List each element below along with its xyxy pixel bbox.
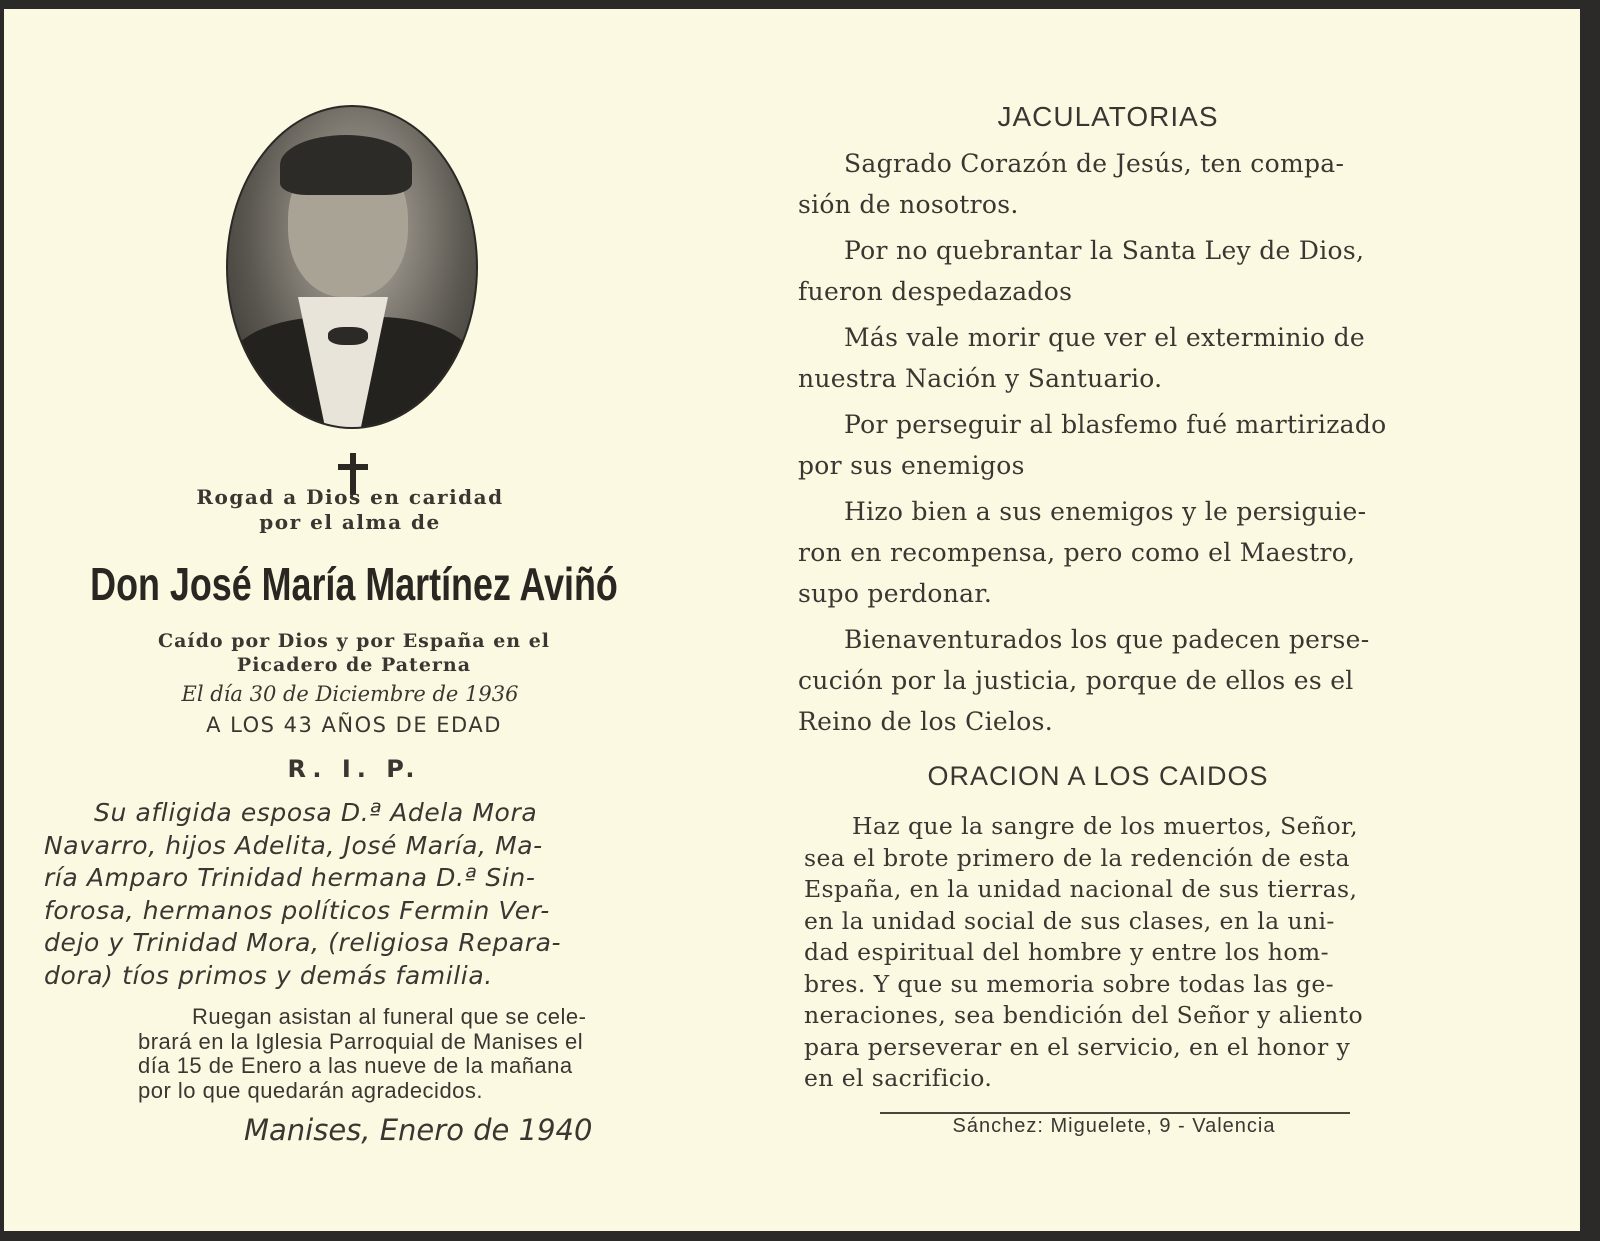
age: A LOS 43 AÑOS DE EDAD: [206, 713, 502, 737]
ejaculations-title: JACULATORIAS: [997, 101, 1219, 132]
prayer-line: en el sacrificio.: [804, 1064, 993, 1092]
ejaculation-line: Por no quebrantar la Santa Ley de Dios,: [844, 236, 1365, 265]
fallen-line: Caído por Dios y por España en el: [157, 630, 551, 652]
funeral-text: [138, 1005, 586, 1103]
funeral-line: Ruegan asistan al funeral que se cele-: [192, 1004, 587, 1029]
prayer-request: [196, 485, 503, 535]
ejaculation-line: Por perseguir al blasfemo fué martirizado: [844, 410, 1387, 439]
printer-imprint: Sánchez: Miguelete, 9 - Valencia: [952, 1115, 1276, 1137]
place-date: Manises, Enero de 1940: [244, 1113, 593, 1147]
family-text: [44, 797, 561, 992]
ejaculation-line: fueron despedazados: [798, 277, 1073, 306]
funeral-line: por lo que quedarán agradecidos.: [138, 1077, 484, 1103]
family-line: ría Amparo Trinidad hermana D.ª Sin-: [44, 863, 536, 892]
prayer-line: España, en la unidad nacional de sus tierras,: [804, 875, 1358, 903]
prayer-line: bres. Y que su memoria sobre todas las ge-: [804, 969, 1335, 998]
funeral-line: día 15 de Enero a las nueve de la mañana: [138, 1053, 573, 1078]
rip: R. I. P.: [287, 755, 421, 783]
divider: [880, 1112, 1350, 1114]
family-line: forosa, hermanos políticos Fermin Ver-: [44, 895, 550, 925]
prayer-request-line: Rogad a Dios en caridad: [196, 485, 504, 509]
prayer-title: ORACION A LOS CAIDOS: [927, 761, 1269, 791]
prayer-line: neraciones, sea bendición del Señor y aliento: [804, 1001, 1364, 1029]
ejaculation-line: Reino de los Cielos.: [798, 707, 1054, 736]
prayer-request-line: por el alma de: [259, 510, 441, 534]
prayer-line: para perseverar en el servicio, en el honor y: [804, 1032, 1351, 1061]
death-date: El día 30 de Diciembre de 1936: [181, 682, 519, 706]
prayer-line: Haz que la sangre de los muertos, Señor,: [852, 812, 1358, 840]
ejaculations: [798, 143, 1387, 742]
memorial-card: [4, 9, 1580, 1231]
ejaculation-line: Más vale morir que ver el exterminio de: [844, 323, 1366, 352]
ejaculation-line: nuestra Nación y Santuario.: [798, 364, 1163, 393]
ejaculation-line: sión de nosotros.: [798, 190, 1019, 219]
fallen-text: [158, 629, 550, 677]
prayer-line: en la unidad social de sus clases, en la uni-: [804, 906, 1335, 935]
ejaculation-line: cución por la justicia, porque de ellos es el: [798, 666, 1354, 695]
prayer-text: [804, 811, 1363, 1095]
ejaculation-line: ron en recompensa, pero como el Maestro,: [798, 538, 1356, 567]
ejaculation-line: supo perdonar.: [798, 579, 993, 608]
family-line: Su afligida esposa D.ª Adela Mora: [94, 798, 538, 827]
fallen-line: Picadero de Paterna: [236, 654, 472, 676]
prayer-line: sea el brote primero de la redención de esta: [804, 843, 1350, 872]
funeral-line: brará en la Iglesia Parroquial de Manises el: [138, 1028, 584, 1054]
ejaculation-line: por sus enemigos: [798, 451, 1025, 480]
family-line: dejo y Trinidad Mora, (religiosa Repara-: [44, 928, 562, 957]
ejaculation-line: Bienaventurados los que padecen perse-: [844, 625, 1370, 654]
family-line: dora) tíos primos y demás familia.: [44, 960, 493, 990]
ejaculation-line: Sagrado Corazón de Jesús, ten compa-: [844, 149, 1345, 178]
family-line: Navarro, hijos Adelita, José María, Ma-: [44, 830, 543, 860]
ejaculation-line: Hizo bien a sus enemigos y le persiguie-: [844, 497, 1367, 526]
portrait-photo: [226, 105, 478, 429]
prayer-line: dad espiritual del hombre y entre los hom-: [804, 938, 1329, 966]
deceased-name: Don José María Martínez Aviñó: [90, 558, 618, 610]
